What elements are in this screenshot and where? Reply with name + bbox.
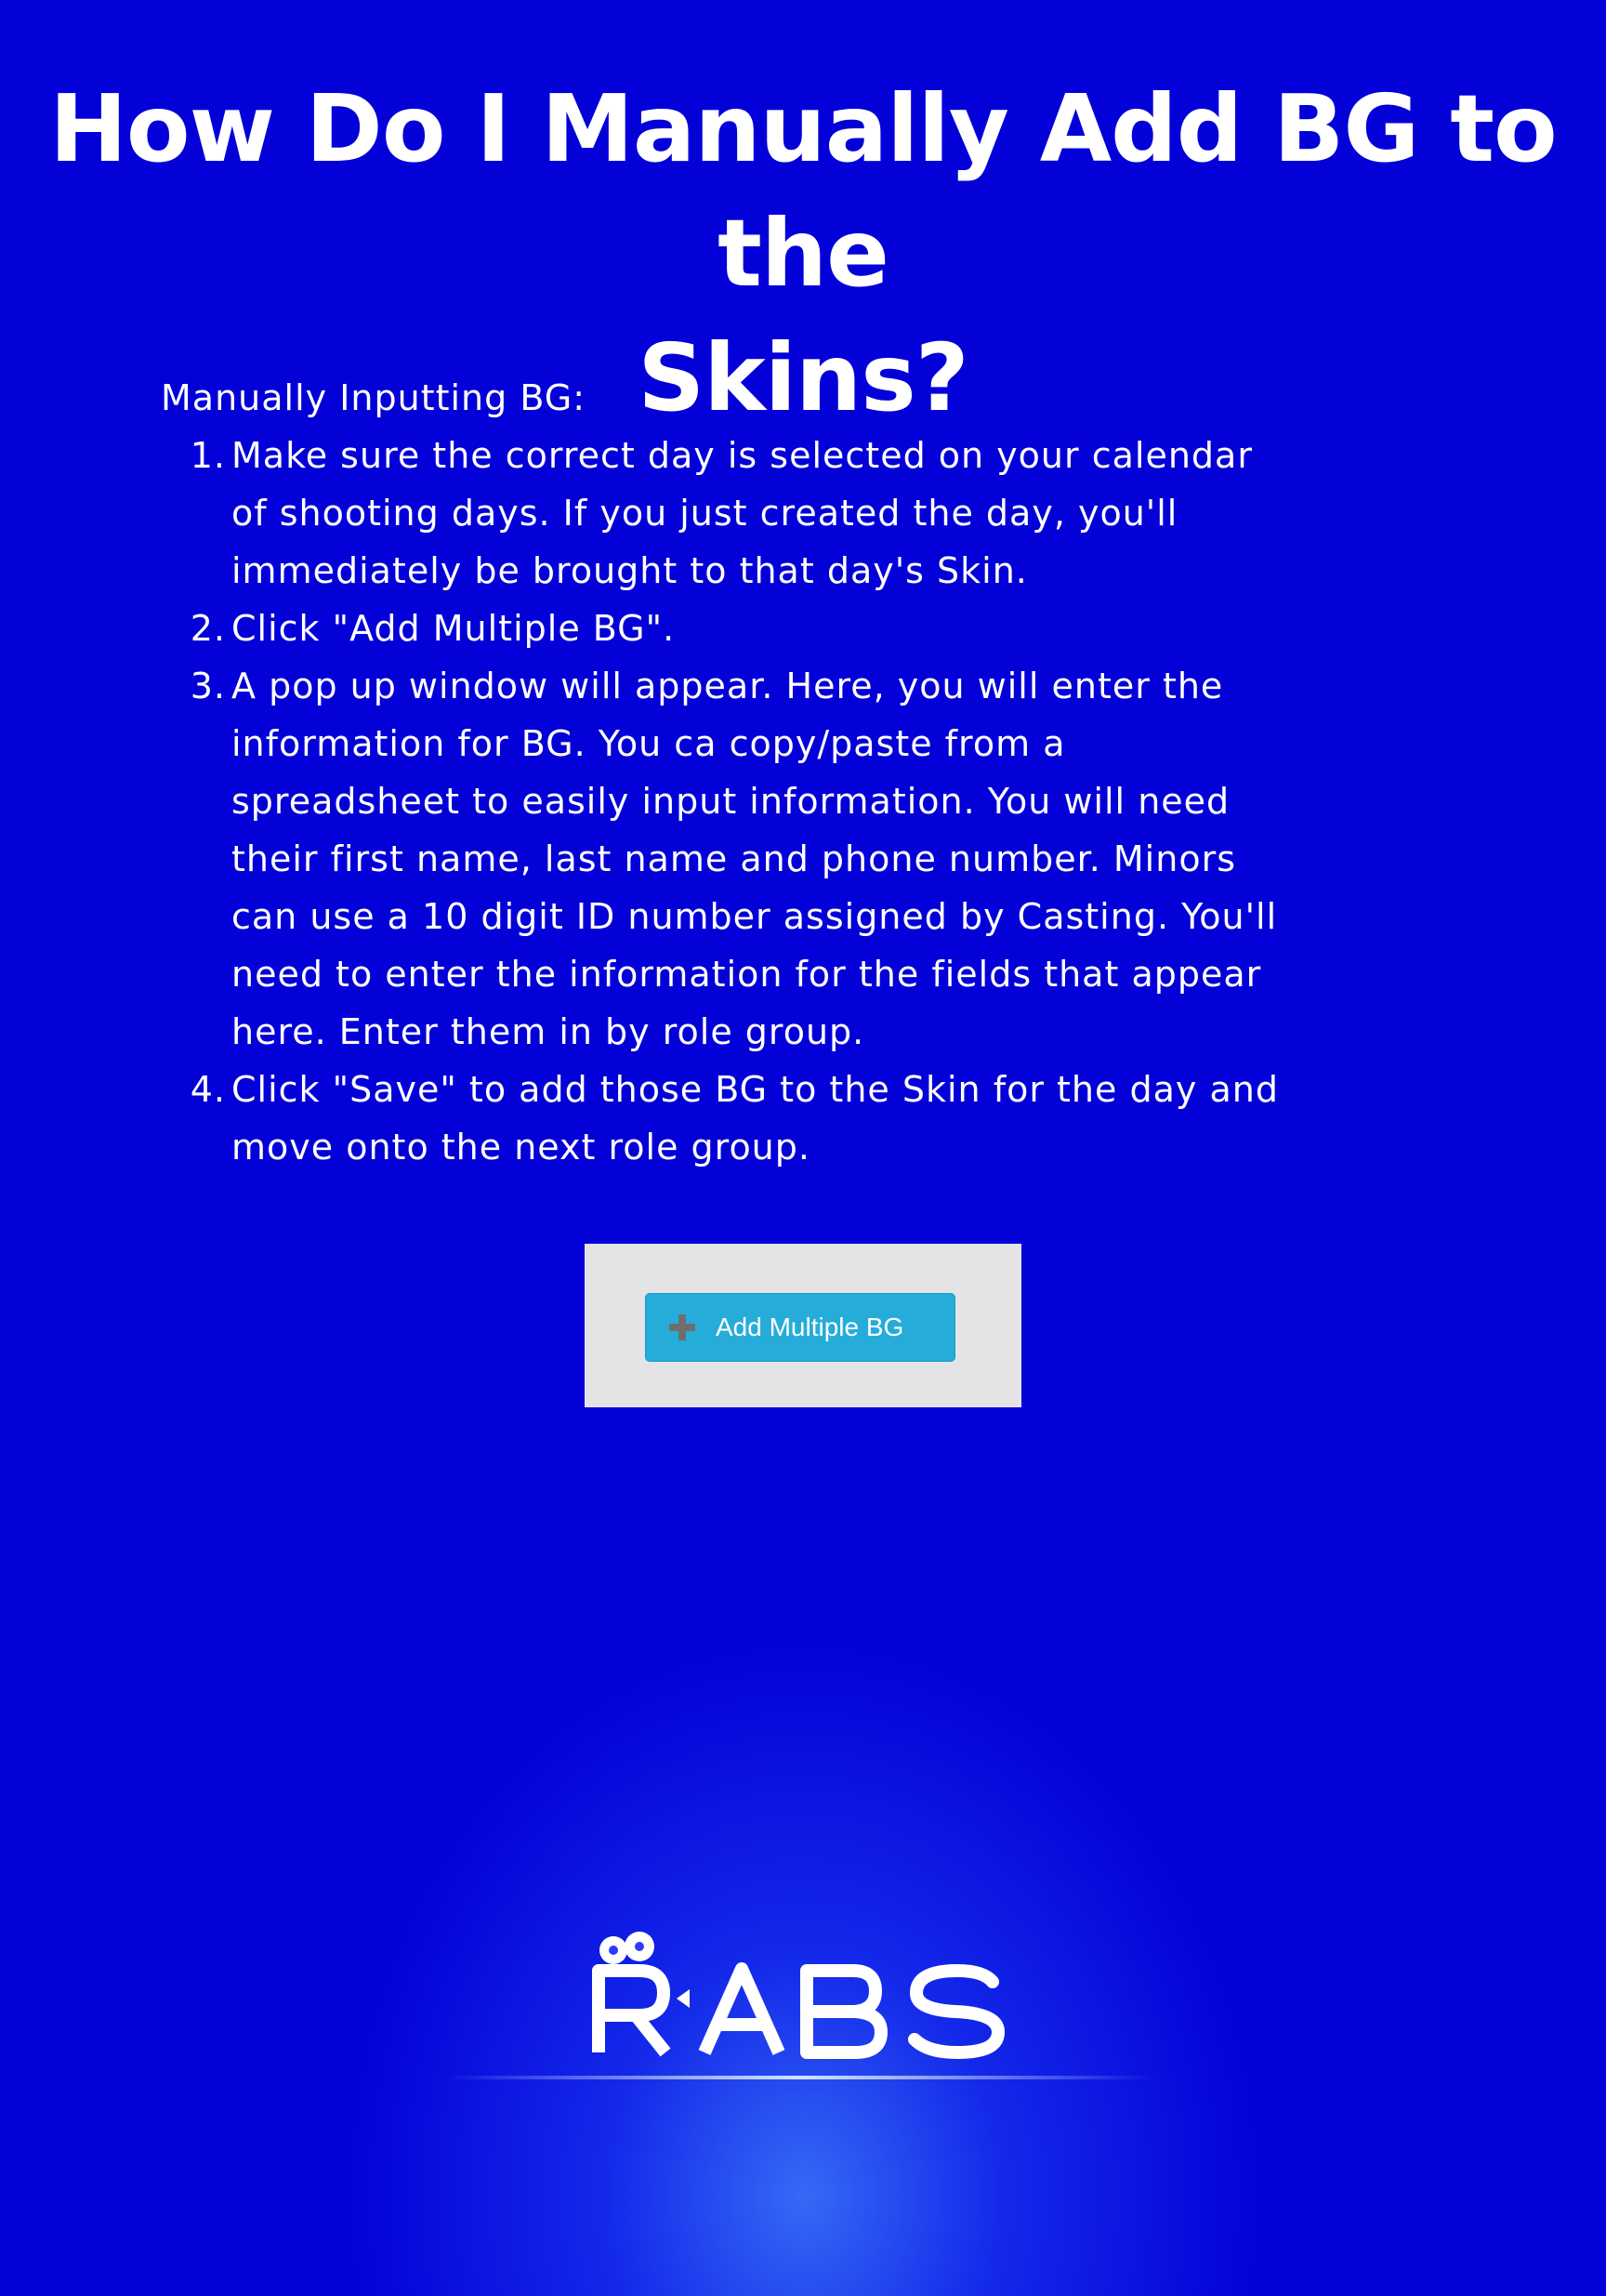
steps-list <box>161 427 1406 1176</box>
step-number: 3. <box>190 666 226 706</box>
step-text-line: here. Enter them in by role group. <box>231 1011 865 1052</box>
step-text-line: Click "Save" to add those BG to the Skin for the day and <box>231 1069 1279 1110</box>
step-text-line: need to enter the information for the fields that appear <box>231 954 1262 995</box>
step-text-line: their first name, last name and phone number. Minors <box>231 838 1236 879</box>
step-text-line: information for BG. You ca copy/paste from a <box>231 723 1066 764</box>
step-text-line: immediately be brought to that day's Skin. <box>231 550 1028 591</box>
step-text-line: A pop up window will appear. Here, you will enter the <box>231 666 1224 706</box>
add-multiple-bg-label: Add Multiple BG <box>716 1313 904 1341</box>
logo-play-triangle <box>677 1989 690 2008</box>
step-text-line: spreadsheet to easily input information. You will need <box>231 781 1231 822</box>
step-text-line: Make sure the correct day is selected on your calendar <box>231 435 1253 476</box>
logo-letter-r <box>599 1971 665 2052</box>
button-screenshot-panel <box>585 1244 1021 1407</box>
step-number: 2. <box>190 608 226 649</box>
logo-letter-s <box>915 1971 998 2052</box>
step-2 <box>161 600 1406 657</box>
step-text-line: of shooting days. If you just created the day, you'll <box>231 493 1178 534</box>
step-1 <box>161 427 1406 600</box>
add-multiple-bg-button[interactable] <box>645 1293 955 1362</box>
section-heading: Manually Inputting BG: <box>161 377 586 418</box>
instructions <box>161 369 1406 1176</box>
step-number: 1. <box>190 435 226 476</box>
step-4 <box>161 1061 1406 1176</box>
logo-underline <box>446 2076 1152 2079</box>
step-3 <box>161 657 1406 1061</box>
step-text-line: can use a 10 digit ID number assigned by Casting. You'll <box>231 896 1278 937</box>
step-text-line: move onto the next role group. <box>231 1127 810 1168</box>
rabs-logo <box>586 1932 1013 2062</box>
plus-icon <box>669 1314 695 1340</box>
camera-reel-icon <box>599 1932 654 1964</box>
logo-letter-b <box>807 1971 881 2052</box>
step-text-line: Click "Add Multiple BG". <box>231 608 676 649</box>
logo-letter-a <box>704 1969 779 2052</box>
step-number: 4. <box>190 1069 226 1110</box>
page-title-line-2: Skins? <box>638 323 968 432</box>
page-title-line-1: How Do I Manually Add BG to the <box>49 74 1557 308</box>
